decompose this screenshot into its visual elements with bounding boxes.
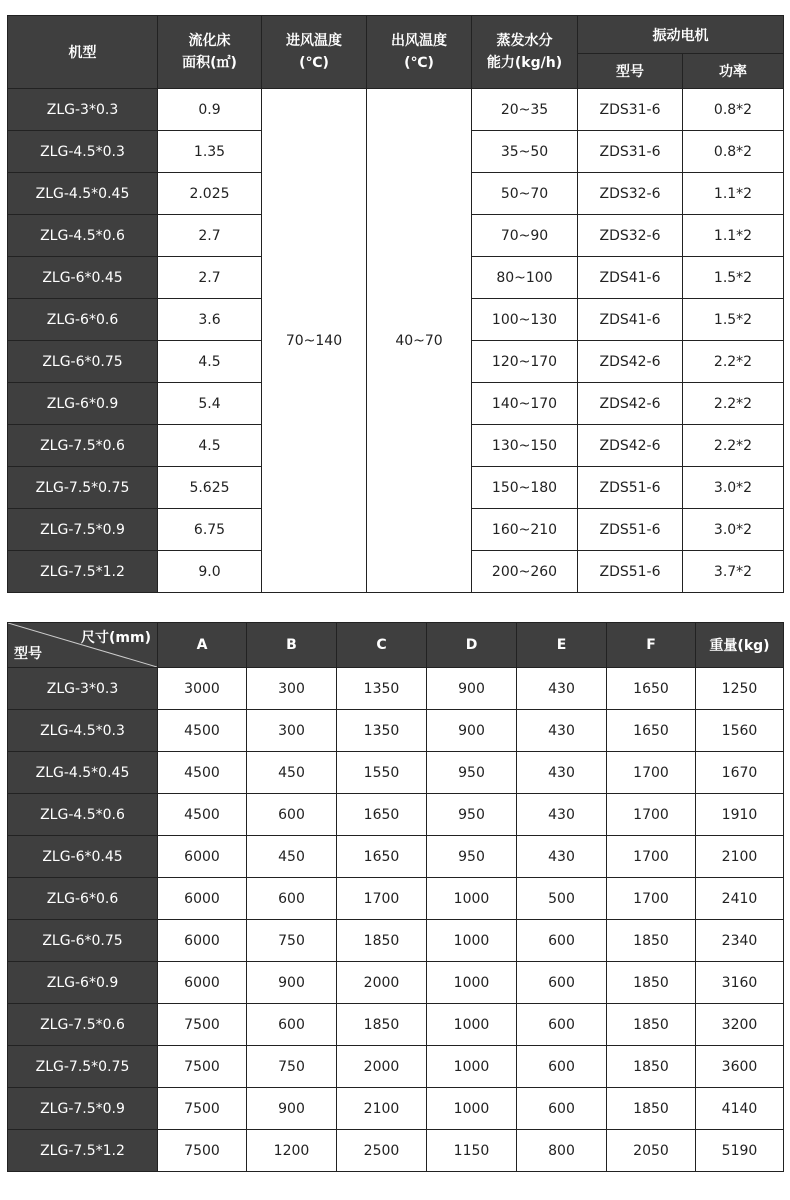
cell-bed-area: 1.35 (158, 131, 262, 173)
table-row (8, 710, 784, 752)
cell-model: ZLG-3*0.3 (8, 668, 158, 710)
cell-motor-power: 3.0*2 (683, 509, 784, 551)
cell-model: ZLG-3*0.3 (8, 89, 158, 131)
header-outlet-temp (367, 16, 472, 89)
table-row (8, 668, 784, 710)
cell-motor-model: ZDS51-6 (578, 467, 683, 509)
cell-dim-e: 600 (517, 920, 607, 962)
cell-evaporation: 200~260 (472, 551, 578, 593)
cell-dim-d: 1000 (427, 1004, 517, 1046)
cell-model: ZLG-7.5*0.75 (8, 1046, 158, 1088)
cell-bed-area: 2.7 (158, 257, 262, 299)
cell-dim-e: 430 (517, 710, 607, 752)
cell-dim-c: 1350 (337, 668, 427, 710)
cell-dim-a: 7500 (158, 1130, 247, 1172)
header-vibration-motor: 振动电机 (578, 16, 784, 54)
cell-motor-power: 0.8*2 (683, 89, 784, 131)
header-inlet-temp-line2: (℃) (299, 55, 329, 71)
cell-evaporation: 100~130 (472, 299, 578, 341)
cell-weight: 3200 (696, 1004, 784, 1046)
cell-bed-area: 9.0 (158, 551, 262, 593)
cell-dim-c: 1700 (337, 878, 427, 920)
table-row (8, 878, 784, 920)
cell-dim-f: 1850 (607, 1004, 696, 1046)
cell-dim-d: 950 (427, 836, 517, 878)
cell-dim-f: 1850 (607, 1088, 696, 1130)
cell-model: ZLG-4.5*0.3 (8, 131, 158, 173)
cell-model: ZLG-7.5*1.2 (8, 551, 158, 593)
cell-weight: 4140 (696, 1088, 784, 1130)
cell-dim-f: 1850 (607, 1046, 696, 1088)
cell-motor-power: 2.2*2 (683, 341, 784, 383)
cell-dim-a: 6000 (158, 836, 247, 878)
header-model: 机型 (8, 16, 158, 89)
cell-model: ZLG-6*0.75 (8, 920, 158, 962)
header-dim-c: C (337, 623, 427, 668)
cell-dim-a: 6000 (158, 920, 247, 962)
cell-evaporation: 150~180 (472, 467, 578, 509)
cell-dim-e: 600 (517, 1088, 607, 1130)
cell-weight: 3600 (696, 1046, 784, 1088)
cell-motor-power: 3.7*2 (683, 551, 784, 593)
cell-evaporation: 50~70 (472, 173, 578, 215)
cell-weight: 2100 (696, 836, 784, 878)
cell-weight: 5190 (696, 1130, 784, 1172)
header-bed-area (158, 16, 262, 89)
cell-model: ZLG-6*0.6 (8, 878, 158, 920)
header-evaporation-line1: 蒸发水分 (496, 33, 553, 49)
cell-motor-model: ZDS51-6 (578, 509, 683, 551)
table-row (8, 1130, 784, 1172)
header-inlet-temp-line1: 进风温度 (286, 33, 342, 49)
cell-dim-e: 430 (517, 752, 607, 794)
cell-model: ZLG-7.5*0.6 (8, 425, 158, 467)
cell-dim-c: 2000 (337, 962, 427, 1004)
cell-dim-d: 950 (427, 752, 517, 794)
cell-dim-a: 7500 (158, 1046, 247, 1088)
cell-dim-b: 300 (247, 668, 337, 710)
cell-motor-model: ZDS42-6 (578, 425, 683, 467)
cell-motor-model: ZDS31-6 (578, 131, 683, 173)
cell-dim-f: 1700 (607, 794, 696, 836)
cell-motor-power: 1.5*2 (683, 257, 784, 299)
header-motor-power: 功率 (683, 54, 784, 89)
cell-evaporation: 20~35 (472, 89, 578, 131)
cell-weight: 1910 (696, 794, 784, 836)
header-outlet-temp-line2: (℃) (404, 55, 434, 71)
cell-dim-e: 500 (517, 878, 607, 920)
header-dim-a: A (158, 623, 247, 668)
header-model-label: 型号 (14, 646, 42, 662)
cell-dim-e: 600 (517, 962, 607, 1004)
cell-dim-c: 1650 (337, 794, 427, 836)
table-row (8, 794, 784, 836)
cell-dim-d: 1000 (427, 878, 517, 920)
cell-dim-c: 1850 (337, 920, 427, 962)
cell-model: ZLG-7.5*1.2 (8, 1130, 158, 1172)
cell-evaporation: 120~170 (472, 341, 578, 383)
cell-evaporation: 130~150 (472, 425, 578, 467)
cell-dim-e: 600 (517, 1004, 607, 1046)
cell-model: ZLG-6*0.9 (8, 962, 158, 1004)
cell-bed-area: 4.5 (158, 425, 262, 467)
cell-motor-power: 3.0*2 (683, 467, 784, 509)
cell-dim-b: 1200 (247, 1130, 337, 1172)
table-row (8, 920, 784, 962)
cell-dim-e: 800 (517, 1130, 607, 1172)
cell-model: ZLG-6*0.75 (8, 341, 158, 383)
cell-evaporation: 35~50 (472, 131, 578, 173)
header-motor-model: 型号 (578, 54, 683, 89)
cell-dim-a: 4500 (158, 794, 247, 836)
header-dim-f: F (607, 623, 696, 668)
spec-table (7, 15, 784, 593)
cell-motor-model: ZDS42-6 (578, 341, 683, 383)
dimension-table (7, 622, 784, 1172)
cell-dim-d: 1000 (427, 962, 517, 1004)
cell-model: ZLG-7.5*0.75 (8, 467, 158, 509)
cell-dim-a: 4500 (158, 710, 247, 752)
cell-motor-model: ZDS31-6 (578, 89, 683, 131)
cell-motor-power: 0.8*2 (683, 131, 784, 173)
cell-dim-c: 1650 (337, 836, 427, 878)
header-evaporation-line2: 能力(kg/h) (486, 55, 563, 71)
cell-motor-power: 1.1*2 (683, 215, 784, 257)
cell-dim-a: 7500 (158, 1088, 247, 1130)
cell-dim-d: 1150 (427, 1130, 517, 1172)
cell-dim-c: 1850 (337, 1004, 427, 1046)
cell-dim-b: 750 (247, 1046, 337, 1088)
cell-model: ZLG-7.5*0.6 (8, 1004, 158, 1046)
cell-evaporation: 140~170 (472, 383, 578, 425)
cell-motor-power: 1.1*2 (683, 173, 784, 215)
cell-weight: 1560 (696, 710, 784, 752)
cell-evaporation: 70~90 (472, 215, 578, 257)
cell-dim-e: 430 (517, 794, 607, 836)
cell-model: ZLG-4.5*0.6 (8, 215, 158, 257)
cell-dim-c: 2500 (337, 1130, 427, 1172)
cell-dim-d: 900 (427, 668, 517, 710)
cell-dim-d: 1000 (427, 920, 517, 962)
header-bed-area-line1: 流化床 (188, 33, 231, 49)
cell-motor-model: ZDS42-6 (578, 383, 683, 425)
cell-model: ZLG-6*0.45 (8, 257, 158, 299)
cell-weight: 2340 (696, 920, 784, 962)
cell-dim-d: 1000 (427, 1088, 517, 1130)
cell-dim-b: 900 (247, 962, 337, 1004)
cell-weight: 2410 (696, 878, 784, 920)
header-dim-e: E (517, 623, 607, 668)
cell-dim-f: 1850 (607, 962, 696, 1004)
cell-dim-d: 900 (427, 710, 517, 752)
cell-model: ZLG-4.5*0.3 (8, 710, 158, 752)
cell-model: ZLG-4.5*0.45 (8, 173, 158, 215)
cell-motor-model: ZDS41-6 (578, 299, 683, 341)
cell-bed-area: 4.5 (158, 341, 262, 383)
cell-motor-power: 2.2*2 (683, 383, 784, 425)
cell-dim-a: 6000 (158, 962, 247, 1004)
cell-bed-area: 0.9 (158, 89, 262, 131)
header-dim-d: D (427, 623, 517, 668)
cell-dim-b: 600 (247, 878, 337, 920)
cell-dim-c: 1550 (337, 752, 427, 794)
header-outlet-temp-line1: 出风温度 (391, 33, 447, 49)
header-size-mm: 尺寸(mm) (81, 630, 151, 646)
cell-bed-area: 6.75 (158, 509, 262, 551)
cell-motor-model: ZDS41-6 (578, 257, 683, 299)
cell-model: ZLG-6*0.6 (8, 299, 158, 341)
cell-motor-model: ZDS32-6 (578, 215, 683, 257)
cell-bed-area: 2.7 (158, 215, 262, 257)
cell-evaporation: 160~210 (472, 509, 578, 551)
cell-model: ZLG-7.5*0.9 (8, 509, 158, 551)
cell-dim-b: 900 (247, 1088, 337, 1130)
cell-model: ZLG-4.5*0.6 (8, 794, 158, 836)
cell-dim-b: 600 (247, 794, 337, 836)
cell-dim-a: 3000 (158, 668, 247, 710)
table-row (8, 1046, 784, 1088)
header-diagonal-corner (8, 623, 158, 668)
cell-dim-b: 600 (247, 1004, 337, 1046)
cell-dim-f: 1700 (607, 752, 696, 794)
cell-outlet-temp: 40~70 (367, 89, 472, 593)
cell-model: ZLG-6*0.9 (8, 383, 158, 425)
cell-dim-b: 450 (247, 836, 337, 878)
cell-motor-power: 1.5*2 (683, 299, 784, 341)
cell-dim-d: 950 (427, 794, 517, 836)
cell-dim-a: 6000 (158, 878, 247, 920)
cell-model: ZLG-4.5*0.45 (8, 752, 158, 794)
cell-dim-e: 430 (517, 836, 607, 878)
table-row (8, 836, 784, 878)
cell-weight: 3160 (696, 962, 784, 1004)
cell-dim-f: 1650 (607, 668, 696, 710)
cell-bed-area: 5.625 (158, 467, 262, 509)
cell-dim-f: 2050 (607, 1130, 696, 1172)
cell-inlet-temp: 70~140 (262, 89, 367, 593)
cell-dim-f: 1850 (607, 920, 696, 962)
table-row (8, 89, 784, 131)
header-dim-b: B (247, 623, 337, 668)
cell-dim-a: 4500 (158, 752, 247, 794)
cell-dim-d: 1000 (427, 1046, 517, 1088)
cell-weight: 1670 (696, 752, 784, 794)
cell-evaporation: 80~100 (472, 257, 578, 299)
cell-bed-area: 3.6 (158, 299, 262, 341)
table-row (8, 752, 784, 794)
cell-bed-area: 2.025 (158, 173, 262, 215)
cell-dim-e: 600 (517, 1046, 607, 1088)
cell-dim-f: 1700 (607, 836, 696, 878)
cell-weight: 1250 (696, 668, 784, 710)
cell-motor-model: ZDS32-6 (578, 173, 683, 215)
cell-dim-b: 450 (247, 752, 337, 794)
cell-dim-b: 300 (247, 710, 337, 752)
cell-dim-e: 430 (517, 668, 607, 710)
header-weight: 重量(kg) (696, 623, 784, 668)
cell-dim-c: 2100 (337, 1088, 427, 1130)
table-row (8, 1088, 784, 1130)
cell-motor-model: ZDS51-6 (578, 551, 683, 593)
cell-model: ZLG-7.5*0.9 (8, 1088, 158, 1130)
cell-dim-c: 2000 (337, 1046, 427, 1088)
header-inlet-temp (262, 16, 367, 89)
cell-dim-f: 1700 (607, 878, 696, 920)
cell-bed-area: 5.4 (158, 383, 262, 425)
cell-motor-power: 2.2*2 (683, 425, 784, 467)
cell-dim-b: 750 (247, 920, 337, 962)
header-evaporation (472, 16, 578, 89)
cell-model: ZLG-6*0.45 (8, 836, 158, 878)
table-row (8, 1004, 784, 1046)
cell-dim-f: 1650 (607, 710, 696, 752)
cell-dim-c: 1350 (337, 710, 427, 752)
cell-dim-a: 7500 (158, 1004, 247, 1046)
header-bed-area-line2: 面积(㎡) (182, 55, 237, 71)
table-row (8, 962, 784, 1004)
